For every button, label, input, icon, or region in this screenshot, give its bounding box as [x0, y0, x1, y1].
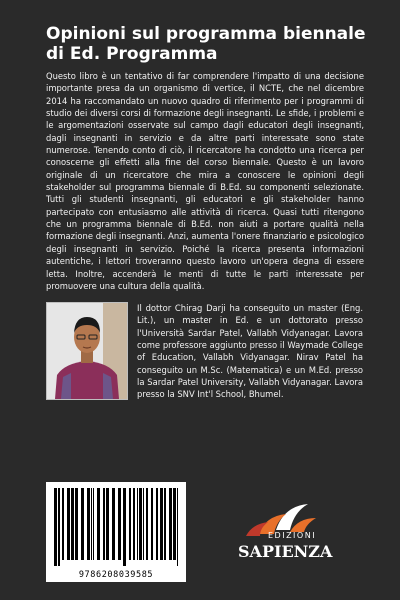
- barcode-bar: [118, 488, 121, 560]
- barcode-bar: [151, 488, 153, 560]
- barcode-bar: [71, 488, 74, 560]
- barcode-bar: [139, 488, 142, 560]
- barcode-bar: [97, 488, 100, 560]
- barcode-bar: [169, 488, 172, 560]
- barcode-bar: [173, 488, 176, 560]
- barcode-bar: [123, 488, 126, 566]
- publisher-edizioni: EDIZIONI: [268, 531, 317, 540]
- barcode-bar: [177, 488, 178, 566]
- barcode-bar: [146, 488, 148, 560]
- barcode-bar: [112, 488, 115, 560]
- barcode-bar: [106, 488, 109, 560]
- barcode-bar: [91, 488, 92, 560]
- barcode-bar: [143, 488, 144, 560]
- barcode-bar: [62, 488, 64, 560]
- barcode-bar: [67, 488, 70, 560]
- barcode-bar: [58, 488, 60, 566]
- author-bio: Il dottor Chirag Darji ha conseguito un master (Eng. Lit.), un master in Ed. e un dottorato presso l'Università Sardar Patel, Vallabh Vidyanagar. Lavora come professore aggiunto presso il Waymade College of Education, Vallabh Vidyanagar. Nirav Patel ha conseguito un M.Sc. (Matematica) e un M.Ed. presso la Sardar Patel University, Vallabh Vidyanagar. Lavora presso la SNV Int'l School, Bhumel.: [137, 303, 363, 400]
- barcode-bar: [81, 488, 84, 560]
- isbn-number: 9786208039585: [78, 570, 154, 580]
- barcode-bar: [137, 488, 138, 560]
- barcode-bar: [93, 488, 94, 560]
- author-photo: [46, 302, 128, 400]
- barcode-bar: [75, 488, 78, 560]
- barcode-bar: [160, 488, 163, 560]
- barcode-bar: [156, 488, 158, 560]
- barcode-bar: [164, 488, 166, 560]
- barcode-bar: [54, 488, 57, 566]
- barcode: [46, 482, 186, 582]
- publisher-name: SAPIENZA: [238, 542, 333, 561]
- book-blurb: Questo libro è un tentativo di far comprendere l'impatto di una decisione importante presa da un organismo di vertice, il NCTE, che nel dicembre 2014 ha raccomandato un nuovo quadro di riferimento per i programmi di studio dei diversi corsi di formazione degli insegnanti. Le sfide, i problemi e le argomentazioni osservate sul campo dagli educatori degli insegnanti, dagli insegnanti in servizio e da altre parti interessate sono state numerose. Tenendo conto di ciò, il ricercatore ha condotto una ricerca per conoscerne gli effetti alla fine del corso biennale. Questo è un lavoro originale di un ricercatore che mira a conoscere le opinioni degli stakeholder sul programma biennale di B.Ed. su componenti selezionate. Tutti gli studenti insegnanti, gli educatori e gli stakeholder hanno partecipato con entusiasmo alle attività di ricerca. Quasi tutti ritengono che un programma biennale di B.Ed. non aiuti a portare qualità nella formazione degli insegnanti. Anzi, aumenta l'onere finanziario e psicologico degli insegnanti in servizio. Poiché la ricerca presenta informazioni autentiche, i lettori troveranno questo lavoro un'opera degna di essere letta. Inoltre, accenderà le menti di tutte le parti interessate per promuovere una cultura della qualità.: [46, 71, 364, 291]
- barcode-bar: [87, 488, 90, 560]
- barcode-bar: [129, 488, 131, 560]
- barcode-bar: [133, 488, 135, 560]
- barcode-bar: [103, 488, 105, 560]
- book-title: Opinioni sul programma biennale di Ed. Programma: [46, 24, 366, 64]
